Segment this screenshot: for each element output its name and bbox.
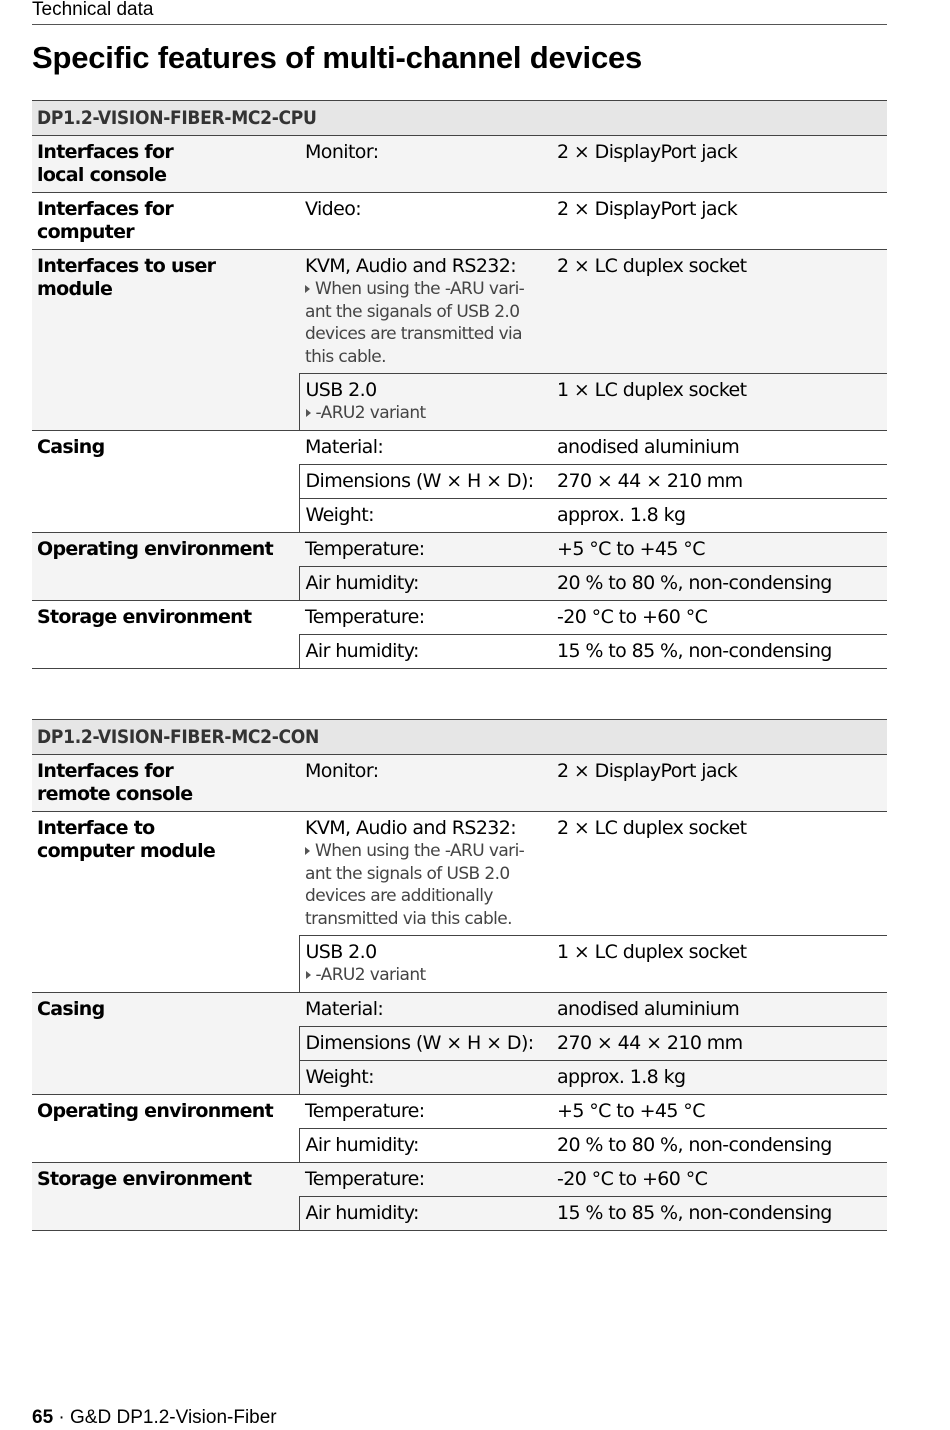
property-name: Video:	[305, 198, 362, 220]
property-value: +5 °C to +45 °C	[551, 1094, 887, 1128]
footer-separator: ·	[53, 1407, 71, 1428]
property-name: USB 2.0	[305, 941, 377, 963]
table-row	[32, 1094, 887, 1128]
spec-table-cpu	[32, 100, 887, 669]
property-value: -20 °C to +60 °C	[551, 1162, 887, 1196]
property-name: Weight:	[305, 1065, 374, 1088]
property-value: 2 × LC duplex socket	[551, 812, 887, 936]
group-label: Interfaces for computer	[32, 193, 299, 250]
property-value: approx. 1.8 kg	[551, 498, 887, 532]
property-name: Temperature:	[305, 537, 425, 560]
property-label	[299, 1094, 551, 1128]
property-name: Monitor:	[305, 760, 379, 782]
property-label	[299, 193, 551, 250]
bullet-triangle-icon	[306, 971, 311, 979]
property-label	[299, 1060, 551, 1094]
group-label: Casing	[32, 430, 299, 532]
property-name: Air humidity:	[305, 639, 419, 662]
bullet-triangle-icon	[305, 285, 310, 293]
table-row	[32, 992, 887, 1026]
property-label	[299, 532, 551, 566]
property-label	[299, 1162, 551, 1196]
footer-product: G&D DP1.2-Vision-Fiber	[70, 1407, 277, 1428]
property-label	[299, 992, 551, 1026]
property-value: 15 % to 85 %, non-condensing	[551, 1196, 887, 1230]
table-row	[32, 600, 887, 634]
table-row	[32, 136, 887, 193]
property-label	[299, 812, 551, 936]
property-name: Weight:	[305, 503, 374, 526]
property-name: Material:	[305, 997, 384, 1020]
group-label: Interface to computer module	[32, 812, 299, 993]
property-label	[299, 1026, 551, 1060]
property-value: 20 % to 80 %, non-condensing	[551, 1128, 887, 1162]
property-label	[299, 755, 551, 812]
group-label: Interfaces for remote console	[32, 755, 299, 812]
bullet-triangle-icon	[306, 409, 311, 417]
table-row	[32, 812, 887, 936]
property-value: 15 % to 85 %, non-condensing	[551, 634, 887, 668]
property-value: -20 °C to +60 °C	[551, 600, 887, 634]
property-label	[299, 1196, 551, 1230]
property-note: -ARU2 variant	[306, 402, 547, 425]
table-row	[32, 430, 887, 464]
group-label: Storage environment	[32, 1162, 299, 1230]
property-value: 270 × 44 × 210 mm	[551, 464, 887, 498]
table-row	[32, 755, 887, 812]
property-name: Air humidity:	[305, 1201, 419, 1224]
spec-table-con	[32, 719, 887, 1231]
property-value: +5 °C to +45 °C	[551, 532, 887, 566]
property-name: KVM, Audio and RS232:	[305, 817, 517, 839]
page-title: Specific features of multi-channel devices	[32, 40, 643, 75]
property-label	[299, 374, 551, 431]
property-name: Monitor:	[305, 141, 379, 163]
property-name: USB 2.0	[305, 379, 377, 401]
property-value: anodised aluminium	[551, 430, 887, 464]
property-name: Dimensions (W × H × D):	[305, 469, 534, 492]
group-label: Interfaces to user module	[32, 250, 299, 431]
property-note: -ARU2 variant	[306, 964, 547, 987]
property-name: Air humidity:	[305, 1133, 419, 1156]
group-label: Storage environment	[32, 600, 299, 668]
property-value: 270 × 44 × 210 mm	[551, 1026, 887, 1060]
bullet-triangle-icon	[305, 847, 310, 855]
property-label	[299, 136, 551, 193]
property-value: 2 × DisplayPort jack	[551, 136, 887, 193]
property-label	[299, 936, 551, 993]
property-value: anodised aluminium	[551, 992, 887, 1026]
property-name: Air humidity:	[305, 571, 419, 594]
property-value: approx. 1.8 kg	[551, 1060, 887, 1094]
property-value: 2 × DisplayPort jack	[551, 755, 887, 812]
table-title: DP1.2-VISION-FIBER-MC2-CON	[32, 720, 887, 755]
property-name: Material:	[305, 435, 384, 458]
table-row	[32, 193, 887, 250]
property-value: 1 × LC duplex socket	[551, 374, 887, 431]
page-number: 65	[32, 1407, 54, 1428]
property-name: Dimensions (W × H × D):	[305, 1031, 534, 1054]
property-label	[299, 498, 551, 532]
property-value: 1 × LC duplex socket	[551, 936, 887, 993]
property-label	[299, 600, 551, 634]
property-name: Temperature:	[305, 1099, 425, 1122]
group-label: Operating environment	[32, 532, 299, 600]
table-row	[32, 1162, 887, 1196]
property-name: Temperature:	[305, 605, 425, 628]
table-row	[32, 250, 887, 374]
property-label	[299, 566, 551, 600]
property-label	[299, 464, 551, 498]
group-label: Interfaces for local console	[32, 136, 299, 193]
property-name: Temperature:	[305, 1167, 425, 1190]
property-value: 2 × DisplayPort jack	[551, 193, 887, 250]
table-row	[32, 532, 887, 566]
table-body	[32, 755, 887, 1231]
property-note: When using the -ARU vari- ant the siganals of USB 2.0 devices are transmitted via this cable.	[305, 279, 525, 367]
group-label: Operating environment	[32, 1094, 299, 1162]
table-body	[32, 136, 887, 669]
property-value: 20 % to 80 %, non-condensing	[551, 566, 887, 600]
page-footer	[32, 1406, 277, 1430]
property-label	[299, 250, 551, 374]
property-label	[299, 1128, 551, 1162]
property-value: 2 × LC duplex socket	[551, 250, 887, 374]
property-label	[299, 634, 551, 668]
running-header: Technical data	[32, 0, 887, 25]
property-label	[299, 430, 551, 464]
property-note: When using the -ARU vari- ant the signals of USB 2.0 devices are additionally transmitted via this cable.	[305, 841, 525, 929]
table-title: DP1.2-VISION-FIBER-MC2-CPU	[32, 101, 887, 136]
group-label: Casing	[32, 992, 299, 1094]
property-name: KVM, Audio and RS232:	[305, 255, 517, 277]
